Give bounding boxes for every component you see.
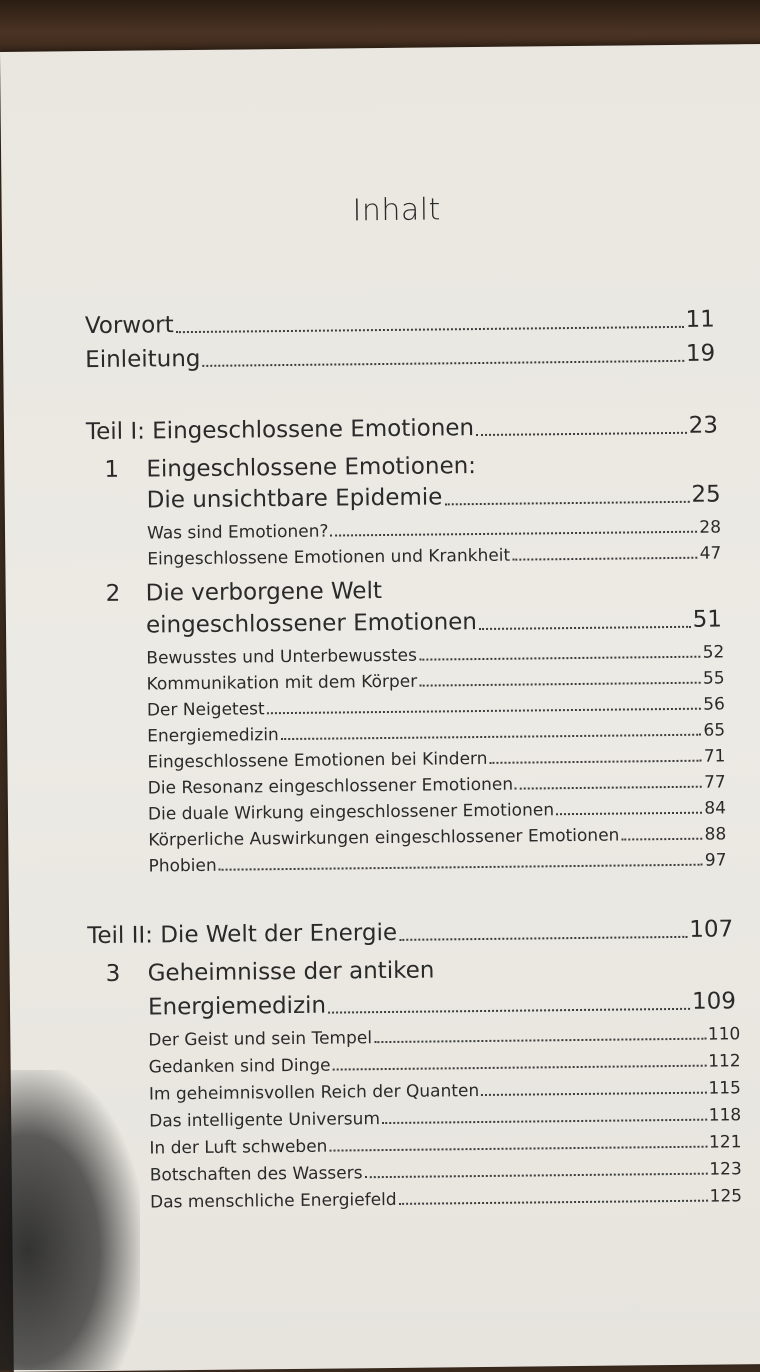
- toc-chapter-3: [148, 988, 736, 1020]
- leader-dots: [219, 864, 703, 871]
- leader-dots: [333, 1065, 707, 1071]
- toc-part-2: [87, 916, 733, 949]
- leader-dots: [556, 812, 702, 816]
- section-label: Eingeschlossene Emotionen und Krankheit: [147, 545, 511, 570]
- section-page: 97: [704, 850, 727, 871]
- chapter-title-line1: Eingeschlossene Emotionen:: [146, 453, 477, 483]
- leader-dots: [176, 326, 684, 333]
- leader-dots: [365, 1173, 708, 1179]
- section-label: Was sind Emotionen?: [146, 521, 329, 544]
- toc-section: [147, 543, 721, 569]
- chapter-title-line1: Die verborgene Welt: [145, 578, 383, 607]
- toc-entry-einleitung: [85, 341, 715, 374]
- leader-dots: [419, 682, 701, 687]
- toc-section: [150, 1186, 742, 1212]
- section-label: Phobien: [148, 855, 217, 877]
- toc-section: [148, 798, 726, 824]
- toc-page: 11: [685, 306, 715, 333]
- chapter-number: 1: [104, 456, 120, 483]
- part-label: Teil I: Eingeschlossene Emotionen: [85, 415, 475, 446]
- toc-section: [147, 694, 725, 720]
- section-label: Eingeschlossene Emotionen bei Kindern: [147, 748, 488, 773]
- part-label: Teil II: Die Welt der Energie: [87, 919, 398, 950]
- toc-section: [148, 850, 726, 876]
- toc-label: Einleitung: [85, 345, 201, 374]
- leader-dots: [490, 760, 702, 764]
- chapter-title-line1: Geheimnisse der antiken: [147, 957, 435, 987]
- section-label: Das intelligente Universum: [149, 1109, 381, 1132]
- toc-section: [148, 1024, 740, 1050]
- toc-section: [147, 517, 721, 543]
- leader-dots: [399, 936, 687, 941]
- leader-dots: [444, 501, 689, 506]
- leader-dots: [419, 656, 701, 661]
- section-page: 88: [704, 824, 727, 845]
- section-page: 118: [708, 1105, 742, 1126]
- toc-label: Vorwort: [84, 312, 174, 340]
- section-page: 28: [699, 517, 722, 538]
- section-page: 112: [708, 1051, 741, 1072]
- toc-section: [146, 642, 724, 668]
- page-title: Inhalt: [352, 192, 442, 229]
- section-label: Botschaften des Wassers: [149, 1163, 363, 1186]
- leader-dots: [281, 734, 702, 740]
- toc-section: [149, 1105, 741, 1131]
- section-label: Körperliche Auswirkungen eingeschlossener Emotionen: [148, 825, 620, 851]
- section-label: Bewusstes und Unterbewusstes: [146, 645, 418, 669]
- section-page: 125: [709, 1186, 743, 1207]
- section-page: 71: [703, 746, 726, 767]
- toc-section: [148, 772, 726, 798]
- toc-chapter-2: [146, 606, 722, 638]
- section-page: 121: [708, 1132, 742, 1153]
- chapter-title-line2: eingeschlossener Emotionen: [145, 609, 478, 639]
- leader-dots: [328, 1008, 690, 1014]
- toc-section: [149, 1078, 741, 1104]
- section-page: 55: [702, 668, 725, 689]
- part-page: 23: [688, 412, 719, 439]
- section-label: Das menschliche Energiefeld: [149, 1189, 397, 1213]
- section-page: 110: [707, 1024, 741, 1045]
- leader-dots: [479, 626, 691, 630]
- toc-section: [148, 824, 726, 850]
- section-page: 47: [699, 543, 722, 564]
- leader-dots: [515, 786, 702, 790]
- toc-section: [150, 1159, 742, 1185]
- chapter-number: 2: [105, 580, 121, 607]
- leader-dots: [202, 360, 684, 367]
- section-label: Im geheimnisvollen Reich der Quanten: [148, 1081, 480, 1105]
- toc-section: [147, 720, 725, 746]
- section-label: In der Luft schweben: [149, 1136, 328, 1159]
- leader-dots: [512, 557, 698, 561]
- section-page: 56: [703, 694, 725, 715]
- leader-dots: [476, 432, 687, 436]
- section-page: 115: [708, 1078, 741, 1099]
- toc-section: [149, 1132, 741, 1158]
- leader-dots: [481, 1092, 706, 1096]
- toc-chapter-1: [147, 481, 721, 513]
- section-page: 52: [702, 642, 725, 663]
- section-label: Der Geist und sein Tempel: [148, 1028, 373, 1051]
- part-page: 107: [689, 916, 734, 943]
- section-page: 65: [703, 720, 726, 741]
- leader-dots: [399, 1200, 708, 1205]
- toc-section: [147, 668, 725, 694]
- leader-dots: [382, 1119, 707, 1124]
- section-label: Die Resonanz eingeschlossener Emotionen: [147, 774, 514, 799]
- leader-dots: [329, 1146, 707, 1152]
- section-label: Energiemedizin: [147, 725, 279, 747]
- leader-dots: [267, 708, 702, 715]
- toc-part-1: [86, 413, 718, 446]
- section-label: Kommunikation mit dem Körper: [146, 671, 418, 695]
- leader-dots: [331, 531, 698, 537]
- section-page: 84: [704, 798, 727, 819]
- toc-section: [149, 1051, 741, 1077]
- toc-entry-vorwort: [85, 307, 715, 340]
- book-page: [0, 44, 760, 1372]
- chapter-page: 109: [691, 988, 737, 1015]
- toc-page: 19: [685, 340, 716, 367]
- chapter-title-line2: Energiemedizin: [147, 992, 327, 1021]
- leader-dots: [374, 1038, 706, 1043]
- section-label: Die duale Wirkung eingeschlossener Emotionen: [147, 800, 555, 825]
- leader-dots: [621, 838, 702, 841]
- section-label: Gedanken sind Dinge: [148, 1055, 331, 1078]
- toc-section: [147, 746, 725, 772]
- chapter-number: 3: [105, 960, 121, 987]
- chapter-title-line2: Die unsichtbare Epidemie: [146, 484, 443, 514]
- chapter-page: 51: [692, 606, 723, 633]
- section-page: 123: [709, 1159, 742, 1180]
- chapter-page: 25: [691, 481, 721, 508]
- section-page: 77: [703, 772, 726, 793]
- section-label: Der Neigetest: [146, 699, 265, 721]
